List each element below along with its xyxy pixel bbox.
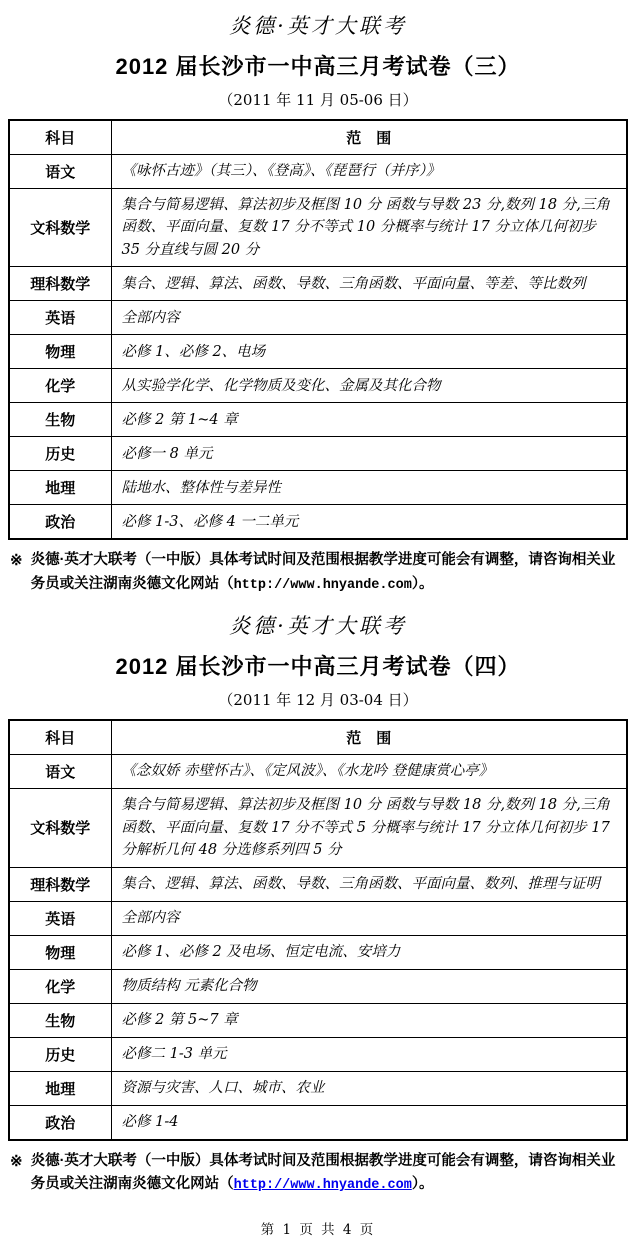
subject-label: 语文 bbox=[9, 155, 111, 189]
row-chinese bbox=[9, 755, 627, 789]
table-header-row bbox=[9, 720, 627, 755]
scope-value: 集合、逻辑、算法、函数、导数、三角函数、平面向量、数列、推理与证明 bbox=[111, 867, 627, 901]
website-link[interactable]: http://www.hnyande.com bbox=[233, 1177, 412, 1193]
exam-section-3 bbox=[8, 10, 628, 596]
scope-value: 必修二 1-3 单元 bbox=[111, 1037, 627, 1071]
row-politics bbox=[9, 1105, 627, 1140]
section-divider bbox=[8, 600, 628, 604]
page-number: 第 1 页 共 4 页 bbox=[260, 1222, 376, 1238]
row-geography bbox=[9, 1071, 627, 1105]
subject-label: 文科数学 bbox=[9, 789, 111, 867]
scope-value: 必修一 8 单元 bbox=[111, 437, 627, 471]
row-history bbox=[9, 437, 627, 471]
row-chemistry bbox=[9, 369, 627, 403]
scope-value: 必修 1、必修 2、电场 bbox=[111, 335, 627, 369]
footnote-text bbox=[31, 1150, 626, 1197]
scope-value: 集合与简易逻辑、算法初步及框图 10 分 函数与导数 18 分,数列 18 分,三角函数、平面向量、复数 17 分不等式 5 分概率与统计 17 分立体几何初步 17 分解析几何 48 分选修系列四 5 分 bbox=[111, 789, 627, 867]
row-chemistry bbox=[9, 969, 627, 1003]
footnote bbox=[10, 1150, 626, 1197]
subject-label: 地理 bbox=[9, 1071, 111, 1105]
footnote-body-end: ）。 bbox=[411, 1175, 434, 1192]
exam-title: 2012 届长沙市一中高三月考试卷（三） bbox=[115, 54, 521, 79]
row-chinese bbox=[9, 155, 627, 189]
brand-title: 炎德·英才大联考 bbox=[229, 614, 407, 639]
footnote-body: 炎德·英才大联考（一中版）具体考试时间及范围根据教学进度可能会有调整，请咨询相关业务员或关注湖南炎德文化网站（ bbox=[30, 1152, 616, 1192]
brand-title: 炎德·英才大联考 bbox=[229, 14, 407, 38]
subject-label: 生物 bbox=[9, 403, 111, 437]
scope-value: 必修 1、必修 2 及电场、恒定电流、安培力 bbox=[111, 935, 627, 969]
row-math-liberal bbox=[9, 189, 627, 267]
subject-label: 历史 bbox=[9, 1037, 111, 1071]
exam-date: （2011 年 11 月 05-06 日） bbox=[218, 91, 418, 109]
subject-label: 理科数学 bbox=[9, 867, 111, 901]
subject-label: 物理 bbox=[9, 935, 111, 969]
row-politics bbox=[9, 505, 627, 540]
subject-label: 英语 bbox=[9, 901, 111, 935]
table-header-row bbox=[9, 120, 627, 155]
row-physics bbox=[9, 935, 627, 969]
column-header-subject: 科目 bbox=[9, 120, 111, 155]
subject-label: 文科数学 bbox=[9, 189, 111, 267]
row-biology bbox=[9, 403, 627, 437]
scope-value: 集合与简易逻辑、算法初步及框图 10 分 函数与导数 23 分,数列 18 分,三角函数、平面向量、复数 17 分不等式 10 分概率与统计 17 分立体几何初步 35 分直线与圆 20 分 bbox=[111, 189, 627, 267]
footnote-marker: ※ bbox=[10, 1152, 23, 1170]
exam-date: （2011 年 12 月 03-04 日） bbox=[218, 691, 418, 710]
row-physics bbox=[9, 335, 627, 369]
subject-label: 语文 bbox=[9, 755, 111, 789]
scope-value: 集合、逻辑、算法、函数、导数、三角函数、平面向量、等差、等比数列 bbox=[111, 267, 627, 301]
scope-value: 全部内容 bbox=[111, 301, 627, 335]
scope-value: 陆地水、整体性与差异性 bbox=[111, 471, 627, 505]
scope-value: 必修 1-3、必修 4 一二单元 bbox=[111, 505, 627, 540]
subject-label: 英语 bbox=[9, 301, 111, 335]
row-english bbox=[9, 301, 627, 335]
subject-label: 历史 bbox=[9, 437, 111, 471]
footnote bbox=[10, 549, 626, 596]
subject-label: 生物 bbox=[9, 1003, 111, 1037]
column-header-scope: 范 围 bbox=[111, 120, 627, 155]
scope-value: 全部内容 bbox=[111, 901, 627, 935]
exam-title: 2012 届长沙市一中高三月考试卷（四） bbox=[115, 654, 521, 680]
website-url: http://www.hnyande.com bbox=[233, 577, 412, 593]
row-math-liberal bbox=[9, 789, 627, 867]
scope-value: 必修 1-4 bbox=[111, 1105, 627, 1140]
row-math-science bbox=[9, 267, 627, 301]
row-english bbox=[9, 901, 627, 935]
row-history bbox=[9, 1037, 627, 1071]
row-geography bbox=[9, 471, 627, 505]
exam-section-4 bbox=[8, 610, 628, 1196]
scope-value: 《咏怀古迹》（其三）、《登高》、《琵琶行（并序）》 bbox=[111, 155, 627, 189]
row-biology bbox=[9, 1003, 627, 1037]
column-header-scope: 范 围 bbox=[111, 720, 627, 755]
footnote-body: 炎德·英才大联考（一中版）具体考试时间及范围根据教学进度可能会有调整，请咨询相关业务员或关注湖南炎德文化网站（ bbox=[30, 552, 616, 592]
scope-value: 从实验学化学、化学物质及变化、金属及其化合物 bbox=[111, 369, 627, 403]
subject-label: 化学 bbox=[9, 369, 111, 403]
scope-table bbox=[8, 719, 628, 1140]
footnote-text bbox=[31, 549, 626, 596]
subject-label: 政治 bbox=[9, 505, 111, 540]
subject-label: 政治 bbox=[9, 1105, 111, 1140]
subject-label: 物理 bbox=[9, 335, 111, 369]
subject-label: 理科数学 bbox=[9, 267, 111, 301]
subject-label: 化学 bbox=[9, 969, 111, 1003]
row-math-science bbox=[9, 867, 627, 901]
scope-table bbox=[8, 119, 628, 540]
column-header-subject: 科目 bbox=[9, 720, 111, 755]
footnote-marker: ※ bbox=[10, 552, 23, 570]
subject-label: 地理 bbox=[9, 471, 111, 505]
scope-value: 必修 2 第 5~7 章 bbox=[111, 1003, 627, 1037]
scope-value: 物质结构 元素化合物 bbox=[111, 969, 627, 1003]
scope-value: 资源与灾害、人口、城市、农业 bbox=[111, 1071, 627, 1105]
scope-value: 《念奴娇 赤壁怀古》、《定风波》、《水龙吟 登健康赏心亭》 bbox=[111, 755, 627, 789]
scope-value: 必修 2 第 1~4 章 bbox=[111, 403, 627, 437]
footnote-body-end: ）。 bbox=[411, 575, 434, 592]
